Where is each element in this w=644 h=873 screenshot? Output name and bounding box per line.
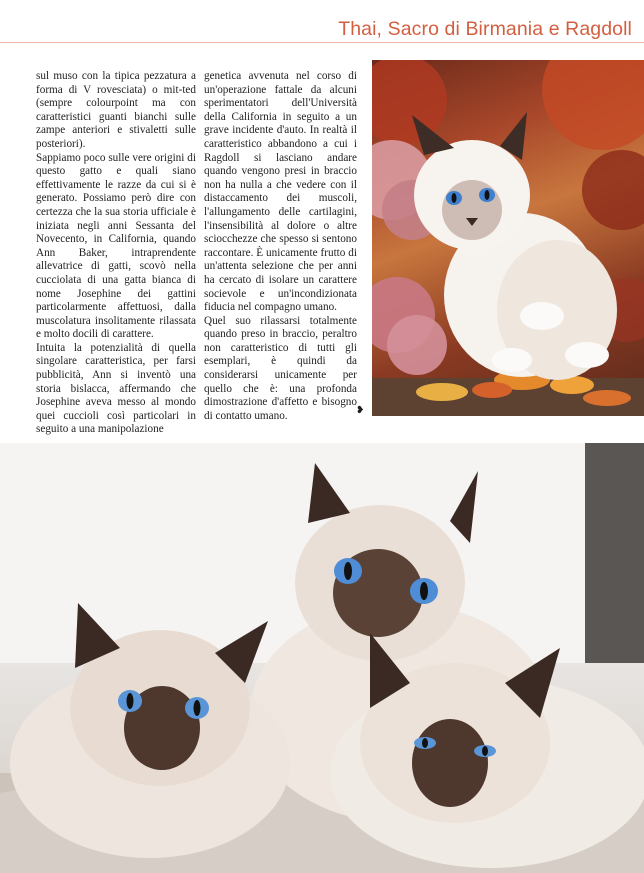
paragraph: sul muso con la tipica pezzatura a forma di V rovesciata) o mit-ted (sempre colourpoint ma con caratteristici guanti bianchi sulle zampe anteriori e stivaletti sulle posteriori). [36, 70, 196, 150]
photo-three-birman-cats [0, 443, 644, 873]
paragraph: Quel suo rilassarsi totalmente quando preso in braccio, peraltro non caratteristico di tutti gli esemplari, è quindi da considerarsi unicamente per quello che è: una profonda dimostrazione d'affetto e bisogno di contatto umano. [204, 314, 357, 422]
article-end-mark: ❥ [356, 405, 365, 416]
article-column-left [36, 70, 196, 437]
paragraph: genetica avvenuta nel corso di un'operazione fattale da alcuni sperimentatori dell'Università della California in seguito a un grave incidente d'auto. In realtà il caratteristico abbandono a cui i Ragdoll si lasciano andare quando vengono presi in braccio non ha nulla a che vedere con il distaccamento dei muscoli, l'allungamento delle cartilagini, l'insensibilità al dolore o altre sciocchezze che spesso si sentono raccontare. È unicamente frutto di un'attenta selezione che per anni ha cercato di isolare un carattere socievole e un'incondizionata fiducia nel compagno umano. [204, 70, 357, 314]
paragraph: Intuita la potenzialità di quella singolare caratteristica, per farsi pubblicità, Ann si inventò una storia bislacca, affermando che Josephine aveva messo al mondo quei cuccioli così particolari in seguito a una manipolazione [36, 341, 196, 436]
header-rule [0, 42, 644, 43]
section-title: Thai, Sacro di Birmania e Ragdoll [338, 18, 632, 40]
paragraph: Sappiamo poco sulle vere origini di questo gatto e quali siano effettivamente le razze da cui si è generato. Possiamo però dire con certezza che la sua storia ufficiale è iniziata negli anni Sessanta del Novecento, in California, quando Ann Baker, intraprendente allevatrice di gatti, scovò nella cucciolata di una gatta bianca di nome Josephine dei gattini particolarmente affettuosi, dalla muscolatura insolitamente rilassata e molto docili di carattere. [36, 151, 196, 341]
kitten-illustration [372, 60, 644, 416]
photo-birman-kitten [372, 60, 644, 416]
cats-illustration [0, 443, 644, 873]
article-column-middle [204, 70, 357, 423]
